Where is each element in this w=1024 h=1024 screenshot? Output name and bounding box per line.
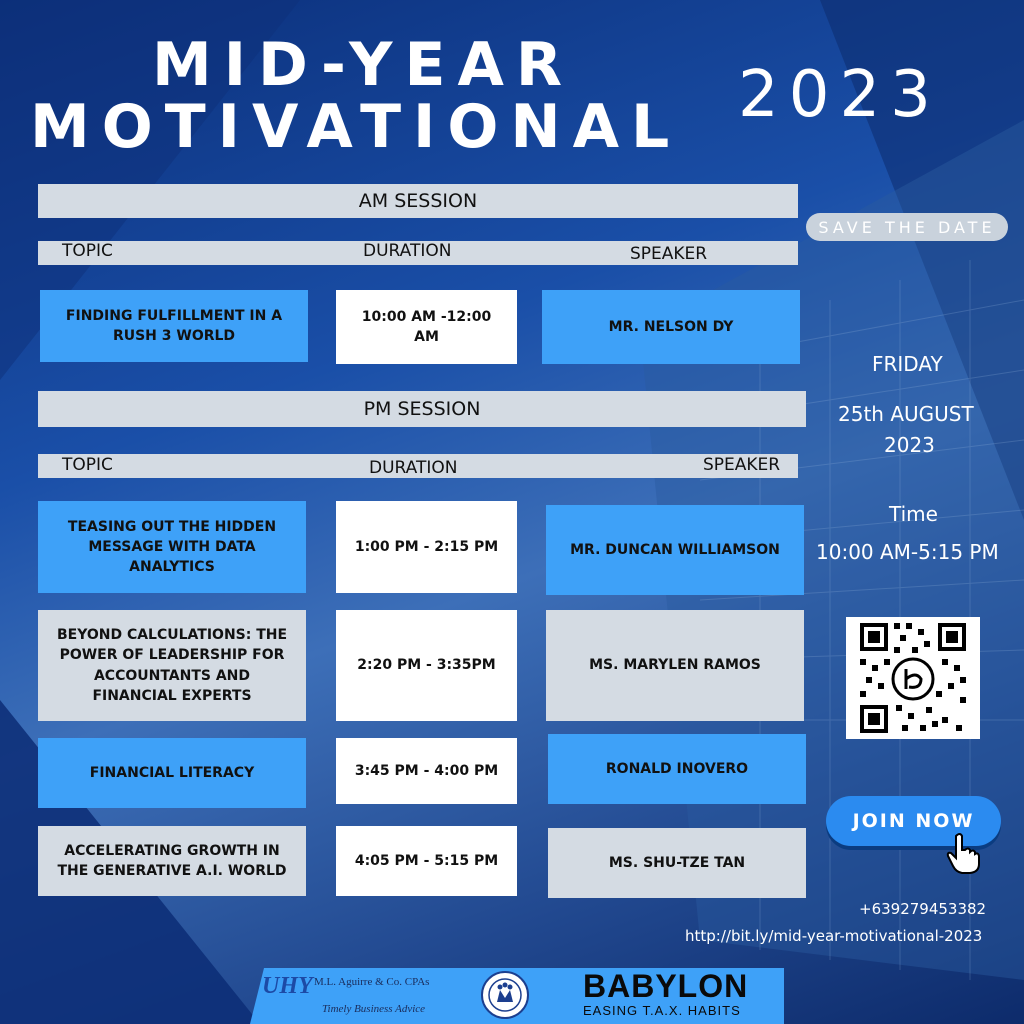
pointer-hand-icon [946,832,980,874]
event-time-value: 10:00 AM-5:15 PM [816,540,999,564]
event-day: FRIDAY [872,352,943,376]
event-date-line-1: 25th AUGUST [838,402,974,426]
pm-row-2-topic: BEYOND CALCULATIONS: THE POWER OF LEADERSHIP FOR ACCOUNTANTS AND FINANCIAL EXPERTS [38,610,306,721]
save-the-date-badge: SAVE THE DATE [806,213,1008,241]
babylon-tagline: EASING T.A.X. HABITS [583,1003,741,1018]
qr-code-icon[interactable] [846,617,980,739]
am-row-1-speaker: MR. NELSON DY [542,290,800,364]
pm-row-2-duration: 2:20 PM - 3:35PM [336,610,517,721]
pm-row-3-speaker: RONALD INOVERO [548,734,806,804]
registration-link[interactable]: http://bit.ly/mid-year-motivational-2023 [685,927,983,945]
am-row-1-duration: 10:00 AM -12:00 AM [336,290,517,364]
am-duration-header: DURATION [363,241,452,261]
pm-row-1-topic: TEASING OUT THE HIDDEN MESSAGE WITH DATA ANALYTICS [38,501,306,593]
firm-tagline: Timely Business Advice [322,1003,426,1015]
pm-topic-header: TOPIC [62,455,113,475]
event-date-line-2: 2023 [884,433,935,457]
pm-row-1-speaker: MR. DUNCAN WILLIAMSON [546,505,804,595]
pm-row-3-topic: FINANCIAL LITERACY [38,738,306,808]
am-row-1-topic: FINDING FULFILLMENT IN A RUSH 3 WORLD [40,290,308,362]
uhy-logo: UHY [262,973,313,999]
am-session-header: AM SESSION [38,184,798,218]
title-year: 2023 [738,58,941,132]
pm-row-4-topic: ACCELERATING GROWTH IN THE GENERATIVE A.I. WORLD [38,826,306,896]
seal-logo-icon [480,970,530,1020]
pm-speaker-header: SPEAKER [703,455,781,475]
title-line-1: MID-YEAR [152,30,575,100]
pm-duration-header: DURATION [369,458,458,478]
pm-session-header: PM SESSION [38,391,806,427]
pm-row-3-duration: 3:45 PM - 4:00 PM [336,738,517,804]
pm-row-1-duration: 1:00 PM - 2:15 PM [336,501,517,593]
title-line-2: MOTIVATIONAL [30,92,682,162]
babylon-logo: BABYLON [583,968,749,1004]
pm-row-2-speaker: MS. MARYLEN RAMOS [546,610,804,721]
phone-number: +639279453382 [859,900,987,918]
pm-row-4-speaker: MS. SHU-TZE TAN [548,828,806,898]
event-time-label: Time [889,502,938,526]
pm-row-4-duration: 4:05 PM - 5:15 PM [336,826,517,896]
am-speaker-header: SPEAKER [630,244,708,264]
am-topic-header: TOPIC [62,241,113,261]
firm-name: M.L. Aguirre & Co. CPAs [314,976,430,988]
join-now-button[interactable]: JOIN NOW [826,796,1001,846]
